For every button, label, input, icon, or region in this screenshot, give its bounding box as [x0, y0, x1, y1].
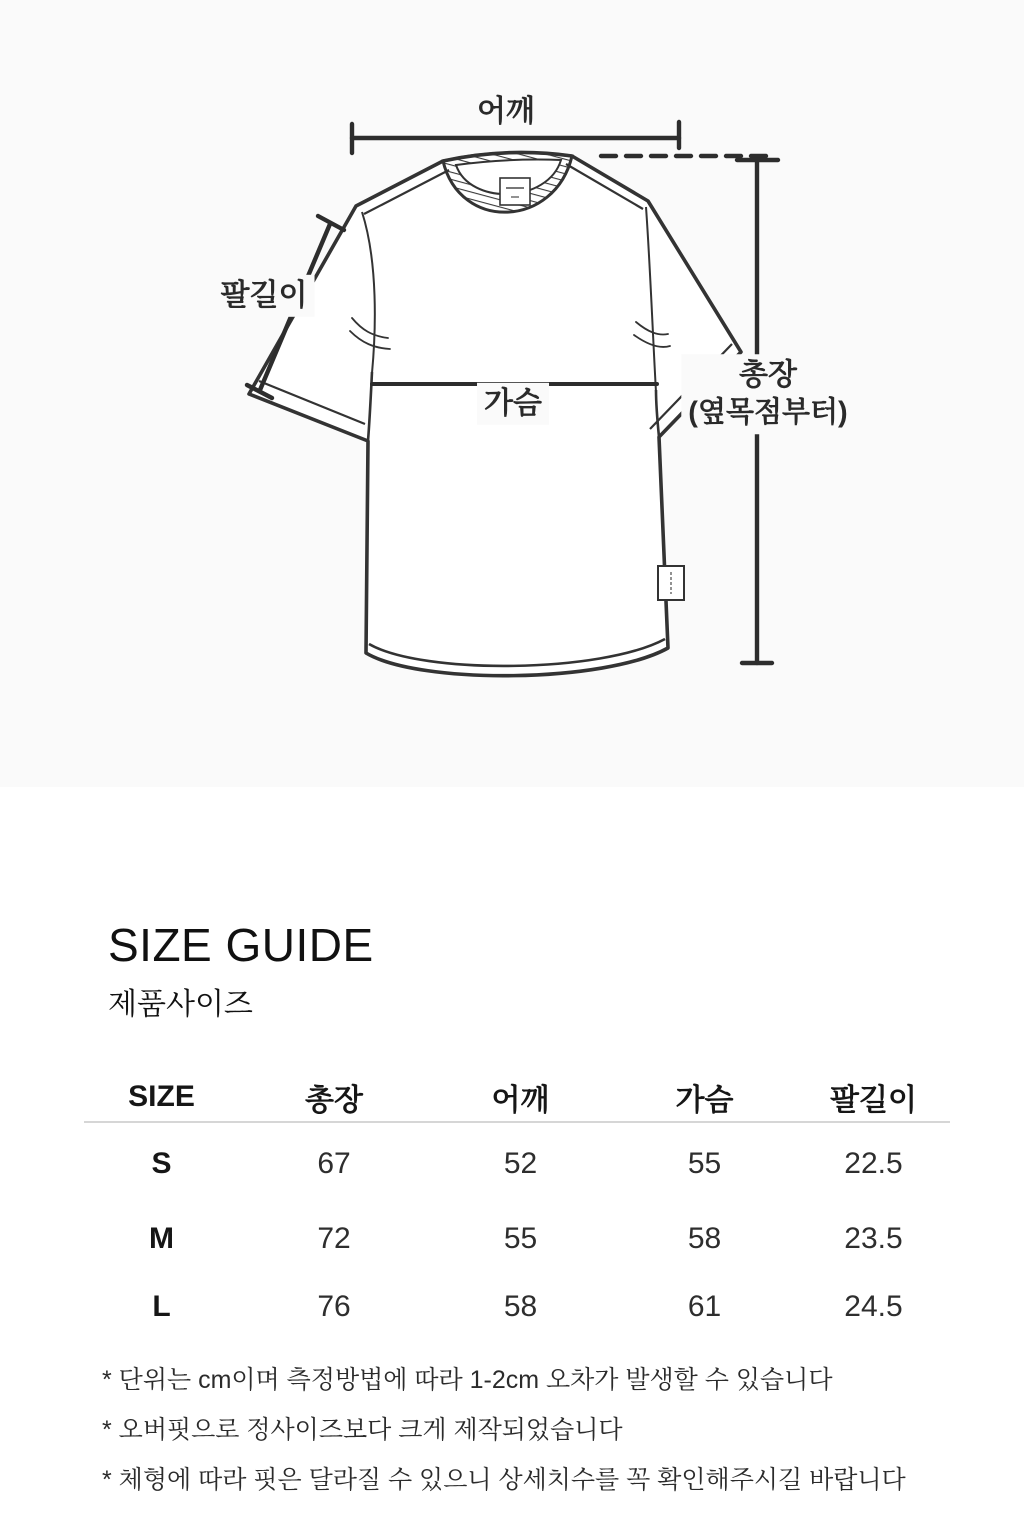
size-table-header-row — [84, 1073, 950, 1122]
total-length-label-sub: (옆목점부터) — [688, 396, 848, 429]
value-cell: 55 — [687, 1146, 722, 1180]
column-header-total-length: 총장 — [239, 1073, 429, 1122]
sleeve-length-label: 팔길이 — [214, 275, 315, 317]
value-cell: 58 — [503, 1289, 538, 1323]
size-row-l — [84, 1273, 950, 1341]
size-guide-title: SIZE GUIDE — [108, 919, 374, 971]
size-cell: S — [151, 1146, 172, 1180]
side-tag — [658, 566, 684, 600]
value-cell: 76 — [317, 1289, 351, 1323]
value-cell: 52 — [503, 1146, 538, 1180]
value-cell: 58 — [687, 1221, 722, 1255]
column-header-size: SIZE — [84, 1073, 239, 1122]
size-row-s — [84, 1122, 950, 1205]
chest-label: 가슴 — [477, 383, 549, 425]
size-guide-notes — [102, 1355, 950, 1505]
size-guide-subtitle: 제품사이즈 — [108, 987, 253, 1021]
column-header-shoulder: 어깨 — [429, 1073, 612, 1122]
column-header-sleeve: 팔길이 — [797, 1073, 950, 1122]
value-cell: 55 — [503, 1221, 538, 1255]
value-cell: 72 — [317, 1221, 351, 1255]
note-overfit: * 오버핏으로 정사이즈보다 크게 제작되었습니다 — [102, 1415, 623, 1444]
note-unit: * 단위는 cm이며 측정방법에 따라 1-2cm 오차가 발생할 수 있습니다 — [102, 1365, 833, 1394]
total-length-label — [681, 354, 854, 434]
value-cell: 22.5 — [844, 1146, 903, 1180]
value-cell: 67 — [317, 1146, 351, 1180]
size-cell: L — [152, 1289, 171, 1323]
shoulder-label: 어깨 — [470, 91, 542, 133]
size-guide-section — [0, 787, 1024, 1527]
column-header-chest: 가슴 — [612, 1073, 797, 1122]
total-length-label-main: 총장 — [739, 358, 797, 392]
note-fit-varies: * 체형에 따라 핏은 달라질 수 있으니 상세치수를 꼭 확인해주시길 바랍니다 — [102, 1465, 906, 1494]
value-cell: 61 — [687, 1289, 722, 1323]
size-row-m — [84, 1205, 950, 1273]
size-cell: M — [149, 1221, 174, 1255]
neck-label — [500, 178, 530, 205]
value-cell: 23.5 — [844, 1221, 903, 1255]
value-cell: 24.5 — [844, 1289, 903, 1323]
size-table — [84, 1073, 950, 1341]
